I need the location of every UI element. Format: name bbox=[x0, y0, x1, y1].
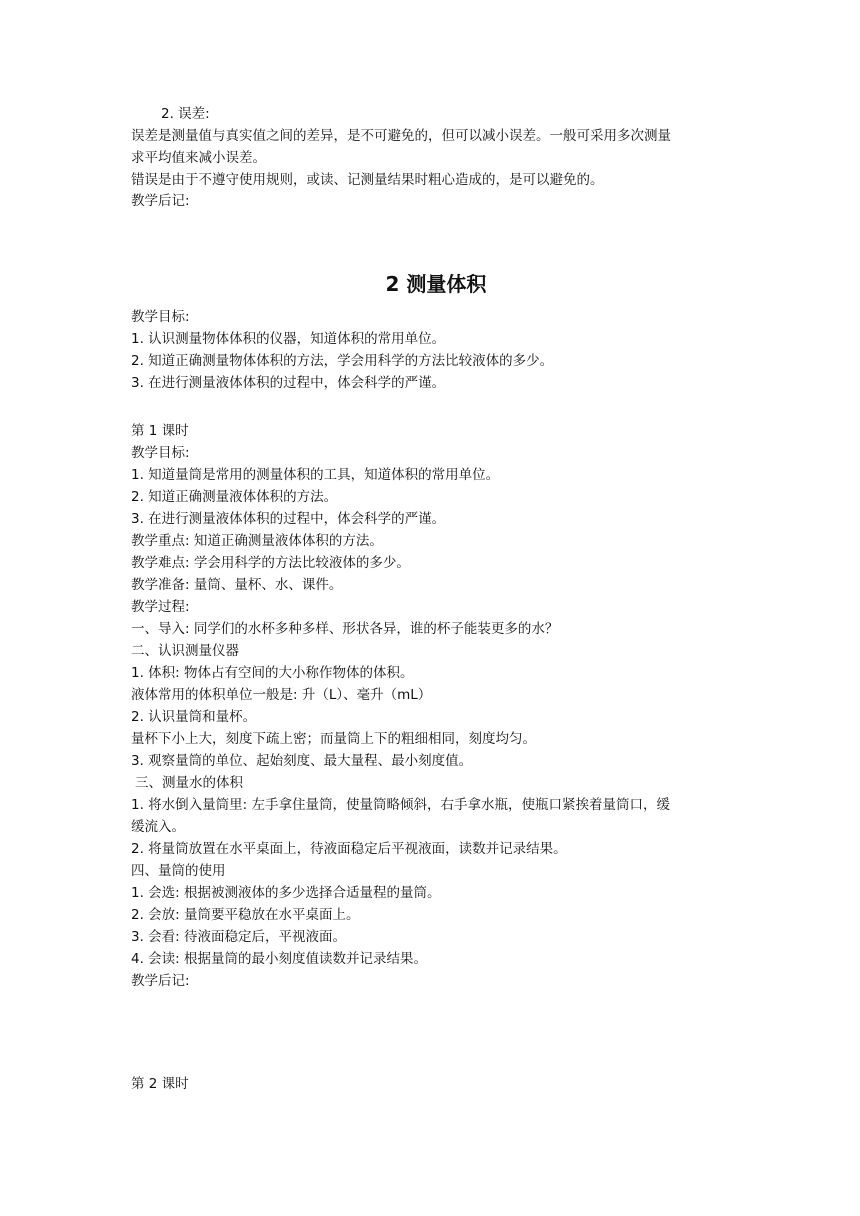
class1-afterword-label: 教学后记: bbox=[131, 973, 190, 989]
error-paragraph-line-2: 求平均值来减小误差。 bbox=[131, 150, 266, 166]
lesson-goals-label: 教学目标: bbox=[131, 309, 190, 325]
class1-step-3-item-2: 缓流入。 bbox=[131, 819, 185, 835]
class1-difficulty: 教学难点: 学会用科学的方法比较液体的多少。 bbox=[131, 555, 410, 571]
afterword-label: 教学后记: bbox=[131, 193, 190, 209]
lesson-goal-1: 1. 认识测量物体体积的仪器，知道体积的常用单位。 bbox=[131, 331, 446, 347]
class1-step-3-item-1: 1. 将水倒入量筒里: 左手拿住量筒，使量筒略倾斜，右手拿水瓶，使瓶口紧挨着量筒口，缓 bbox=[131, 797, 671, 813]
class1-step-1: 一、导入: 同学们的水杯多种多样、形状各异，谁的杯子能装更多的水？ bbox=[131, 621, 559, 637]
class1-step-4: 四、量筒的使用 bbox=[131, 863, 226, 879]
class1-step-3: 三、测量水的体积 bbox=[135, 775, 243, 791]
class1-step-3-item-3: 2. 将量筒放置在水平桌面上，待液面稳定后平视液面，读数并记录结果。 bbox=[131, 841, 567, 857]
class1-step-4-item-4: 4. 会读: 根据量筒的最小刻度值读数并记录结果。 bbox=[131, 951, 428, 967]
class1-preparation: 教学准备: 量筒、量杯、水、课件。 bbox=[131, 577, 343, 593]
error-heading: 2. 误差: bbox=[161, 106, 210, 122]
class1-step-2-item-4: 量杯下小上大，刻度下疏上密；而量筒上下的粗细相同，刻度均匀。 bbox=[131, 731, 536, 747]
class1-label: 第 1 课时 bbox=[131, 423, 189, 439]
class1-key-point: 教学重点: 知道正确测量液体体积的方法。 bbox=[131, 533, 383, 549]
class1-goals-label: 教学目标: bbox=[131, 445, 190, 461]
class2-label: 第 2 课时 bbox=[131, 1076, 189, 1092]
lesson-goal-2: 2. 知道正确测量物体体积的方法，学会用科学的方法比较液体的多少。 bbox=[131, 353, 554, 369]
class1-process-label: 教学过程: bbox=[131, 599, 190, 615]
class1-step-2-item-3: 2. 认识量筒和量杯。 bbox=[131, 709, 257, 725]
class1-step-4-item-1: 1. 会选: 根据被测液体的多少选择合适量程的量筒。 bbox=[131, 885, 441, 901]
class1-goal-3: 3. 在进行测量液体体积的过程中，体会科学的严谨。 bbox=[131, 511, 446, 527]
class1-step-4-item-3: 3. 会看: 待液面稳定后，平视液面。 bbox=[131, 929, 347, 945]
class1-step-2-item-2: 液体常用的体积单位一般是: 升（L）、毫升（mL） bbox=[131, 687, 432, 703]
class1-step-2-item-1: 1. 体积: 物体占有空间的大小称作物体的体积。 bbox=[131, 665, 414, 681]
class1-goal-2: 2. 知道正确测量液体体积的方法。 bbox=[131, 489, 338, 505]
lesson-title: 2 测量体积 bbox=[385, 272, 487, 296]
class1-step-4-item-2: 2. 会放: 量筒要平稳放在水平桌面上。 bbox=[131, 907, 360, 923]
lesson-goal-3: 3. 在进行测量液体体积的过程中，体会科学的严谨。 bbox=[131, 375, 446, 391]
class1-step-2: 二、认识测量仪器 bbox=[131, 643, 239, 659]
class1-step-2-item-5: 3. 观察量筒的单位、起始刻度、最大量程、最小刻度值。 bbox=[131, 753, 473, 769]
error-paragraph-line-1: 误差是测量值与真实值之间的差异，是不可避免的，但可以减小误差。一般可采用多次测量 bbox=[131, 128, 671, 144]
mistake-paragraph: 错误是由于不遵守使用规则，或读、记测量结果时粗心造成的，是可以避免的。 bbox=[131, 172, 604, 188]
class1-goal-1: 1. 知道量筒是常用的测量体积的工具，知道体积的常用单位。 bbox=[131, 467, 500, 483]
